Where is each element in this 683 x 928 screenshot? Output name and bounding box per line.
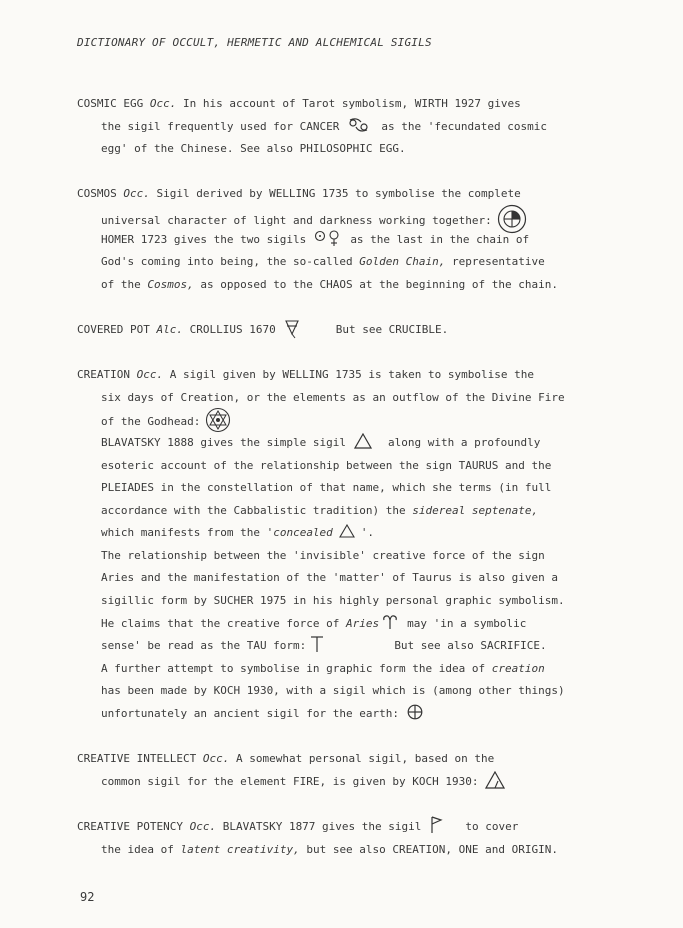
entry-creation	[77, 364, 647, 726]
entry-line	[77, 229, 647, 252]
entry-line	[77, 522, 647, 545]
entry-line	[77, 455, 647, 478]
entry-text: A somewhat personal sigil, based on the	[229, 752, 495, 766]
entry-line	[77, 319, 647, 342]
entry-text-italic: creation	[491, 661, 545, 675]
entry-text: The relationship between the 'invisible' creative force of the sign	[101, 548, 545, 562]
fire-variant-sigil-icon	[485, 771, 505, 789]
entry-text: common sigil for the element FIRE, is given by KOCH 1930:	[101, 774, 479, 788]
entry-text: HOMER 1723 gives the two sigils	[101, 232, 307, 246]
category-label: Occ.	[202, 752, 230, 766]
entry-line	[77, 545, 647, 568]
entry-line	[77, 771, 647, 794]
entry-text: Aries and the manifestation of the 'matter' of Taurus is also given a	[101, 571, 558, 585]
entry-line	[77, 138, 647, 161]
entry-text-italic: Golden Chain,	[359, 255, 446, 269]
category-label: Occ.	[149, 97, 177, 110]
entry-text: accordance with the Cabbalistic tradition) the	[101, 503, 413, 517]
entry-text: PLEIADES in the constellation of that name, which she terms (in full	[101, 481, 552, 495]
category-label: Occ.	[123, 187, 150, 201]
entry-line	[77, 387, 647, 410]
entry-line	[77, 93, 647, 116]
category-label: Occ.	[136, 368, 164, 382]
entry-text-italic: Aries	[346, 616, 380, 630]
entry-line	[77, 680, 647, 703]
entry-text-italic: latent creativity,	[180, 842, 300, 856]
entry-text: He claims that the creative force of	[101, 616, 347, 630]
entry-text: '.	[360, 526, 375, 540]
entry-creative-potency	[77, 816, 647, 861]
headword: CREATION	[77, 368, 137, 382]
entry-text: A further attempt to symbolise in graphic form the idea of	[101, 661, 492, 675]
headword: COVERED POT	[77, 322, 157, 336]
entry-text: may 'in a symbolic	[407, 616, 527, 630]
entry-text: In his account of Tarot symbolism, WIRTH 1927 gives	[176, 97, 521, 110]
entry-line	[77, 251, 647, 274]
entry-text-italic: 'concealed	[266, 526, 333, 540]
entry-line	[77, 116, 647, 139]
headword: COSMIC EGG	[77, 97, 150, 110]
entry-line	[77, 477, 647, 500]
entry-text: sigillic form by SUCHER 1975 in his highly personal graphic symbolism.	[101, 594, 565, 608]
entry-line	[77, 658, 647, 681]
entry-text: egg' of the Chinese. See also PHILOSOPHIC EGG.	[101, 142, 406, 156]
headword: CREATIVE INTELLECT	[77, 752, 203, 766]
category-label: Occ.	[189, 820, 217, 833]
entry-cosmic-egg	[77, 93, 647, 161]
entry-text: of the	[101, 277, 148, 291]
tau-sigil-icon	[310, 635, 324, 653]
page-number: 92	[80, 890, 95, 904]
entry-line	[77, 206, 647, 229]
entry-text: which manifests from the	[101, 526, 267, 540]
headword: CREATIVE POTENCY	[77, 820, 190, 833]
entry-text: as opposed to the CHAOS at the beginning of the chain.	[193, 277, 558, 291]
entry-text: representative	[445, 255, 545, 269]
entry-line	[77, 409, 647, 432]
concealed-triangle-sigil-icon	[339, 524, 355, 538]
entry-line	[77, 432, 647, 455]
entry-line	[77, 635, 647, 658]
entry-text: of the Godhead:	[101, 415, 201, 429]
entry-text: esoteric account of the relationship between the sign TAURUS and the	[101, 458, 552, 472]
entry-text: Sigil derived by WELLING 1735 to symbolise the complete	[149, 187, 521, 201]
sun-venus-sigils-icon	[314, 229, 342, 247]
triangle-sigil-icon	[354, 433, 372, 449]
entry-text: the idea of	[101, 842, 181, 856]
entry-line	[77, 613, 647, 636]
entry-line	[77, 839, 647, 862]
entry-line	[77, 816, 647, 839]
entry-text: six days of Creation, or the elements as an outflow of the Divine Fire	[101, 390, 565, 404]
covered-pot-sigil-icon	[284, 317, 300, 339]
entry-text-italic: Cosmos,	[147, 277, 194, 291]
entry-text: sense' be read as the TAU form:	[101, 639, 307, 653]
dictionary-entries	[77, 93, 647, 861]
earth-cross-circle-sigil-icon	[407, 704, 423, 720]
category-label: Alc.	[156, 322, 183, 336]
aries-sigil-icon	[383, 614, 397, 630]
entry-line	[77, 703, 647, 726]
entry-text: A sigil given by WELLING 1735 is taken to symbolise the	[163, 368, 534, 382]
entry-text: but see also CREATION, ONE and ORIGIN.	[299, 842, 558, 856]
entry-line	[77, 274, 647, 297]
entry-covered-pot	[77, 319, 647, 342]
entry-text: But see also SACRIFICE.	[394, 639, 547, 653]
entry-text: to cover	[465, 820, 519, 833]
entry-text: But see CRUCIBLE.	[335, 322, 449, 336]
entry-text: as the last in the chain of	[350, 232, 530, 246]
entry-text: along with a profoundly	[388, 435, 541, 449]
entry-creative-intellect	[77, 748, 647, 793]
entry-text: God's coming into being, the so-called	[101, 255, 360, 269]
entry-line	[77, 748, 647, 771]
headword: COSMOS	[77, 187, 124, 201]
entry-text: CROLLIUS 1670	[182, 322, 276, 336]
entry-line	[77, 567, 647, 590]
entry-text-italic: sidereal septenate,	[412, 503, 539, 517]
creative-potency-sigil-icon	[429, 816, 443, 834]
running-header: DICTIONARY OF OCCULT, HERMETIC AND ALCHEMICAL SIGILS	[77, 36, 432, 49]
entry-line	[77, 590, 647, 613]
cancer-sigil-icon	[347, 118, 373, 132]
entry-text: BLAVATSKY 1877 gives the sigil	[216, 820, 422, 833]
entry-text: unfortunately an ancient sigil for the earth:	[101, 707, 400, 721]
entry-text: as the 'fecundated cosmic	[381, 119, 547, 133]
entry-line	[77, 500, 647, 523]
entry-line	[77, 364, 647, 387]
entry-text: has been made by KOCH 1930, with a sigil which is (among other things)	[101, 684, 565, 698]
entry-text: BLAVATSKY 1888 gives the simple sigil	[101, 435, 347, 449]
entry-cosmos	[77, 183, 647, 296]
creation-hexagram-sigil-icon	[204, 407, 232, 433]
entry-text: the sigil frequently used for CANCER	[101, 119, 340, 133]
entry-line	[77, 183, 647, 206]
entry-text: universal character of light and darkness working together:	[101, 213, 492, 227]
